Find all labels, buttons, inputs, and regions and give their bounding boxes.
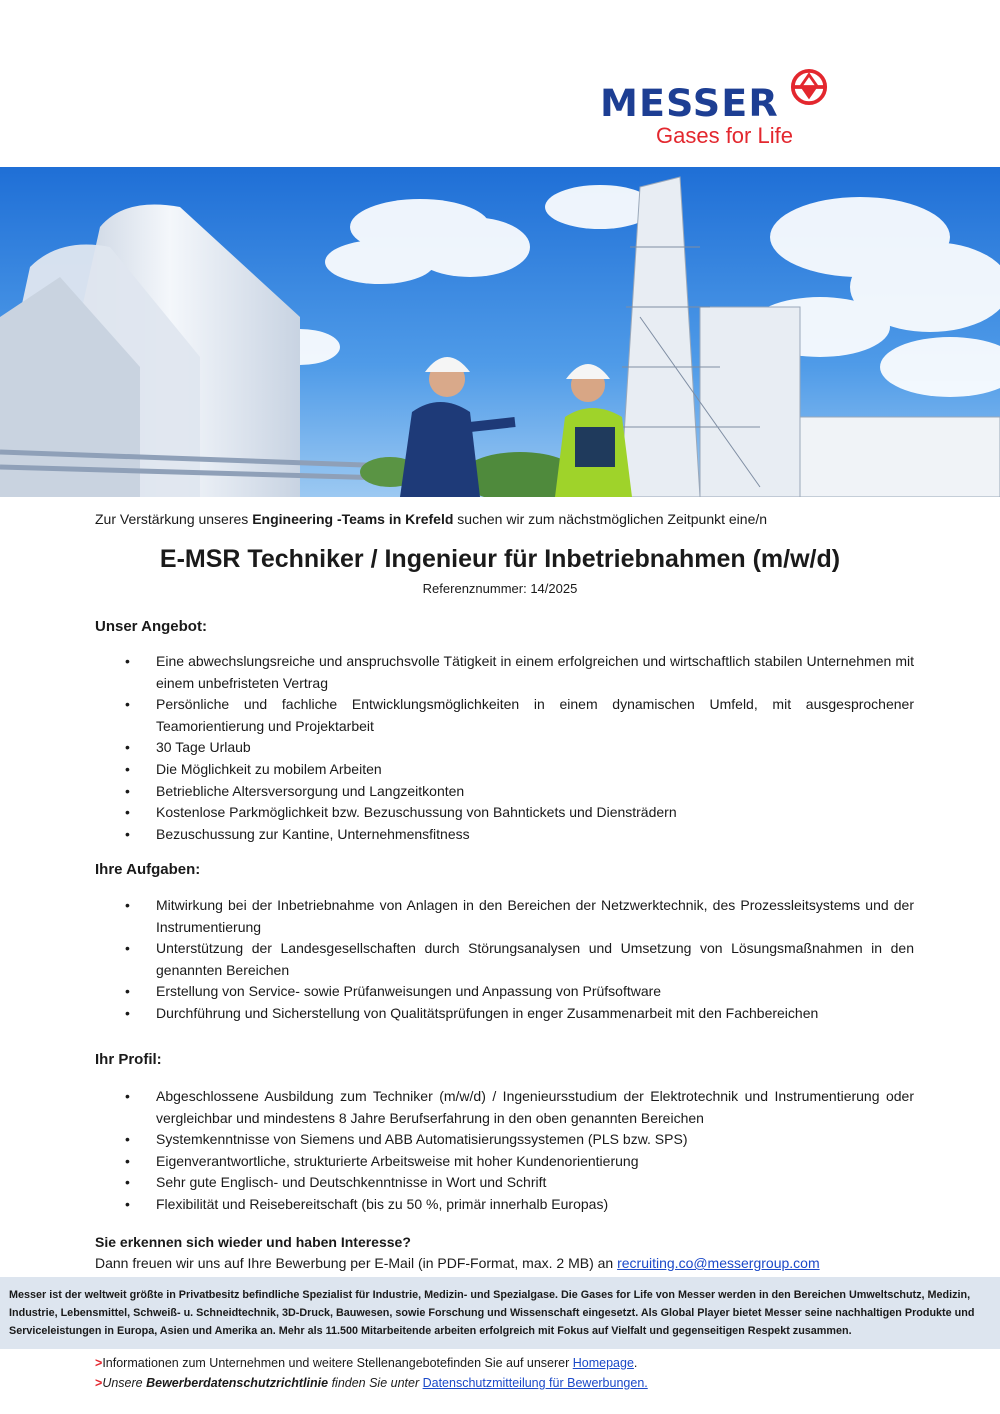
task-item: • Erstellung von Service- sowie Prüfanweisungen und Anpassung von Prüfsoftware — [95, 981, 914, 1003]
offer-heading: Unser Angebot: — [95, 618, 207, 635]
job-title: E-MSR Techniker / Ingenieur für Inbetriebnahmen (m/w/d) — [159, 545, 841, 573]
tasks-list — [95, 895, 914, 1025]
profile-list — [95, 1086, 914, 1216]
hero-image — [0, 167, 1000, 497]
contact-text-body: Dann freuen wir uns auf Ihre Bewerbung per E-Mail (in PDF-Format, max. 2 MB) an — [95, 1255, 618, 1271]
footer-link-line-2 — [95, 1375, 648, 1392]
messer-logo — [598, 66, 838, 150]
intro-sentence — [95, 510, 767, 528]
homepage-link[interactable]: Homepage — [572, 1356, 634, 1370]
task-item: • Unterstützung der Landesgesellschaften durch Störungsanalysen und Umsetzung von Lösungsmaßnahmen in den genannten Bereichen — [95, 938, 914, 981]
contact-question: Sie erkennen sich wieder und haben Interesse? — [95, 1234, 411, 1250]
profile-heading: Ihr Profil: — [95, 1051, 162, 1068]
footer-line2-mid: finden Sie unter — [328, 1376, 423, 1390]
logo-tagline: Gases for Life — [656, 123, 793, 148]
profile-item: • Abgeschlossene Ausbildung zum Techniker (m/w/d) / Ingenieursstudium der Elektrotechnik und Instrumentierung oder vergleichbar und mindestens 8 Jahre Berufserfahrung in den oben genannten Bereichen — [95, 1086, 914, 1129]
offer-item: • Betriebliche Altersversorgung und Langzeitkonten — [95, 781, 914, 803]
profile-item: • Flexibilität und Reisebereitschaft (bis zu 50 %, primär innerhalb Europas) — [95, 1194, 914, 1216]
messer-logo-icon — [790, 68, 828, 106]
intro-prefix: Zur Verstärkung unseres — [95, 511, 253, 527]
arrow-icon: > — [95, 1356, 103, 1370]
footer-link-line-1 — [95, 1355, 637, 1372]
footer-line2-prefix: Unsere — [102, 1376, 147, 1390]
profile-item: • Sehr gute Englisch- und Deutschkenntnisse in Wort und Schrift — [95, 1172, 914, 1194]
profile-item: • Systemkenntnisse von Siemens und ABB Automatisierungssystemen (PLS bzw. SPS) — [95, 1129, 914, 1151]
offer-item: • Kostenlose Parkmöglichkeit bzw. Bezuschussung von Bahntickets und Diensträdern — [95, 802, 914, 824]
email-link[interactable]: recruiting.co@messergroup.com — [617, 1255, 820, 1271]
company-about-text: Messer ist der weltweit größte in Privatbesitz befindliche Spezialist für Industrie, Medizin- und Spezialgase. Die Gases for Life von Messer werden in den Bereichen Umweltschutz, Medizin, Industrie, Lebensmittel, Schweiß- u. Schneidtechnik, 3D-Druck, Bauwesen, sowie Forschung und Wissenschaft eingesetzt. Als Global Player bietet Messer seine nachhaltigen Produkte und Serviceleistungen in Europa, Asien und Amerika an. Mehr als 11.500 Mitarbeitende arbeiten erfolgreich mit Fokus auf Vielfalt und gegenseitigen Respekt zusammen. — [9, 1289, 975, 1337]
task-item: • Mitwirkung bei der Inbetriebnahme von Anlagen in den Bereichen der Netzwerktechnik, des Prozessleitsystems und der Instrumentierung — [95, 895, 914, 938]
tasks-heading: Ihre Aufgaben: — [95, 861, 201, 878]
offer-item: • Eine abwechslungsreiche und anspruchsvolle Tätigkeit in einem erfolgreichen und wirtschaftlich stabilen Unternehmen mit einem unbefristeten Vertrag — [95, 651, 914, 694]
offer-item: • 30 Tage Urlaub — [95, 737, 914, 759]
footer-line2-bold: Bewerberdatenschutzrichtlinie — [146, 1376, 329, 1390]
privacy-notice-link[interactable]: Datenschutzmitteilung für Bewerbungen. — [422, 1376, 648, 1390]
arrow-icon: > — [95, 1376, 103, 1390]
footer-line1-end: . — [633, 1356, 638, 1370]
footer-line1-text: Informationen zum Unternehmen und weitere Stellenangebotefinden Sie auf unserer — [102, 1356, 573, 1370]
intro-team: Engineering -Teams in Krefeld — [252, 511, 454, 527]
company-about-box — [0, 1277, 1000, 1349]
profile-item: • Eigenverantwortliche, strukturierte Arbeitsweise mit hoher Kundenorientierung — [95, 1151, 914, 1173]
reference-number: Referenznummer: 14/2025 — [422, 581, 578, 596]
contact-text — [95, 1254, 820, 1272]
offer-item: • Bezuschussung zur Kantine, Unternehmensfitness — [95, 824, 914, 846]
intro-suffix: suchen wir zum nächstmöglichen Zeitpunkt eine/n — [453, 511, 768, 527]
offer-list — [95, 651, 914, 845]
offer-item: • Die Möglichkeit zu mobilem Arbeiten — [95, 759, 914, 781]
offer-item: • Persönliche und fachliche Entwicklungsmöglichkeiten in einem dynamischen Umfeld, mit ausgesprochener Teamorientierung und Projektarbeit — [95, 694, 914, 737]
logo-wordmark: MESSER — [600, 82, 779, 125]
task-item: • Durchführung und Sicherstellung von Qualitätsprüfungen in enger Zusammenarbeit mit den Fachbereichen — [95, 1003, 914, 1025]
